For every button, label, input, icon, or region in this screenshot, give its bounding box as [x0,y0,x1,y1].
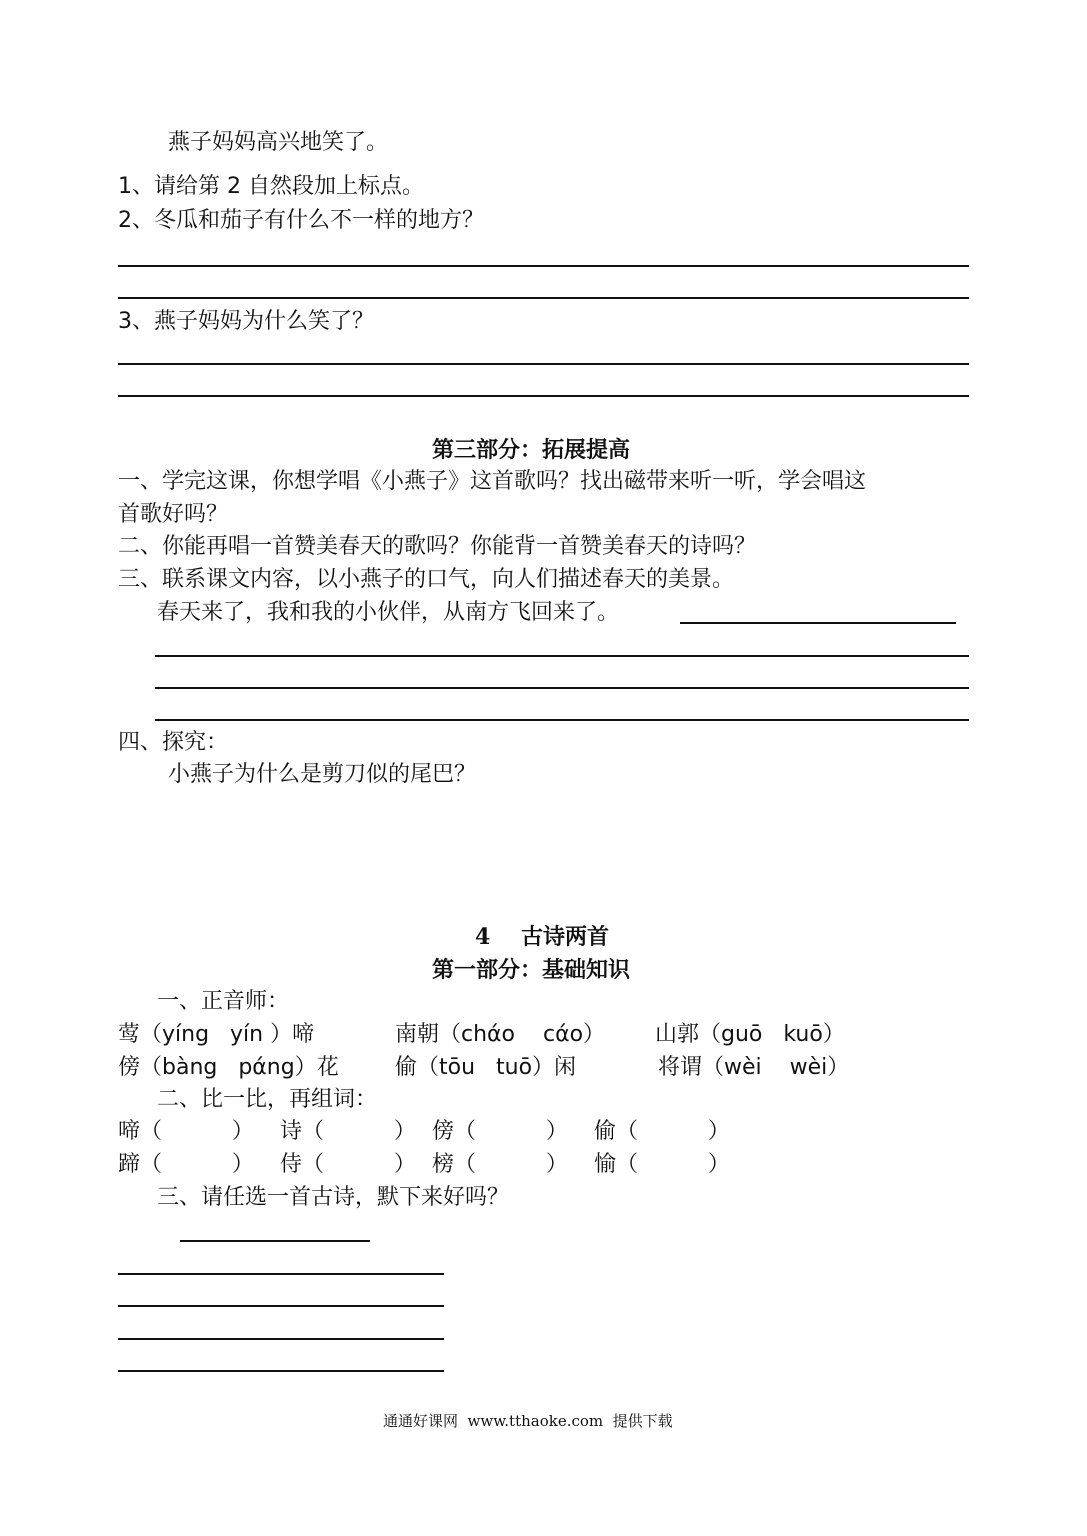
answer-line[interactable] [118,395,969,397]
section-title: 第一部分：基础知识 [432,957,631,983]
exercise-heading-2: 二、比一比，再组词： [157,1087,378,1112]
compare-item: 偷（ ） [594,1119,730,1144]
answer-line[interactable] [118,265,969,267]
description-start: 春天来了，我和我的小伙伴，从南方飞回来了。 [157,600,620,625]
story-last-line: 燕子妈妈高兴地笑了。 [168,130,389,155]
compare-item: 傍（ ） [432,1119,568,1144]
exercise-heading-1: 一、正音师： [157,989,290,1014]
compare-item: 榜（ ） [432,1152,568,1177]
extension-item-2: 二、你能再唱一首赞美春天的歌吗？你能背一首赞美春天的诗吗？ [118,534,757,559]
poem-line[interactable] [118,1338,444,1340]
answer-line[interactable] [680,622,956,624]
section-title: 第三部分：拓展提高 [432,437,631,463]
poem-line[interactable] [118,1305,444,1307]
extension-item-1-cont: 首歌好吗？ [118,502,229,527]
poem-title-line[interactable] [180,1240,370,1242]
poem-line[interactable] [118,1370,444,1372]
extension-item-3: 三、联系课文内容，以小燕子的口气，向人们描述春天的美景。 [118,567,735,592]
question-2: 2、冬瓜和茄子有什么不一样的地方？ [118,208,484,233]
extension-item-1: 一、学完这课，你想学唱《小燕子》这首歌吗？找出磁带来听一听，学会唱这 [118,469,867,494]
extension-item-4: 四、探究： [118,730,229,755]
pinyin-item: 傍（bàng pάng）花 [118,1055,339,1080]
exercise-heading-3: 三、请任选一首古诗，默下来好吗？ [157,1185,510,1210]
compare-item: 蹄（ ） [118,1152,254,1177]
compare-item: 诗（ ） [280,1119,416,1144]
pinyin-item: 莺（yíng yín ）啼 [118,1022,315,1047]
answer-line[interactable] [155,655,969,657]
compare-item: 啼（ ） [118,1119,254,1144]
pinyin-item: 南朝（chάo cάo） [395,1022,606,1047]
compare-item: 侍（ ） [280,1152,416,1177]
answer-line[interactable] [155,687,969,689]
lesson-title: 4 古诗两首 [475,924,609,950]
question-1: 1、请给第 2 自然段加上标点。 [118,174,424,199]
page-footer: 通通好课网 www.tthaoke.com 提供下载 [383,1412,673,1430]
pinyin-item: 偷（tōu tuō）闲 [395,1055,577,1080]
inquiry-question: 小燕子为什么是剪刀似的尾巴？ [168,762,477,787]
pinyin-item: 山郭（guō kuō） [655,1022,845,1047]
answer-line[interactable] [118,363,969,365]
pinyin-item: 将谓（wèi wèi） [658,1055,850,1080]
answer-line[interactable] [155,719,969,721]
poem-line[interactable] [118,1273,444,1275]
question-3: 3、燕子妈妈为什么笑了？ [118,309,374,334]
answer-line[interactable] [118,297,969,299]
compare-item: 愉（ ） [594,1152,730,1177]
